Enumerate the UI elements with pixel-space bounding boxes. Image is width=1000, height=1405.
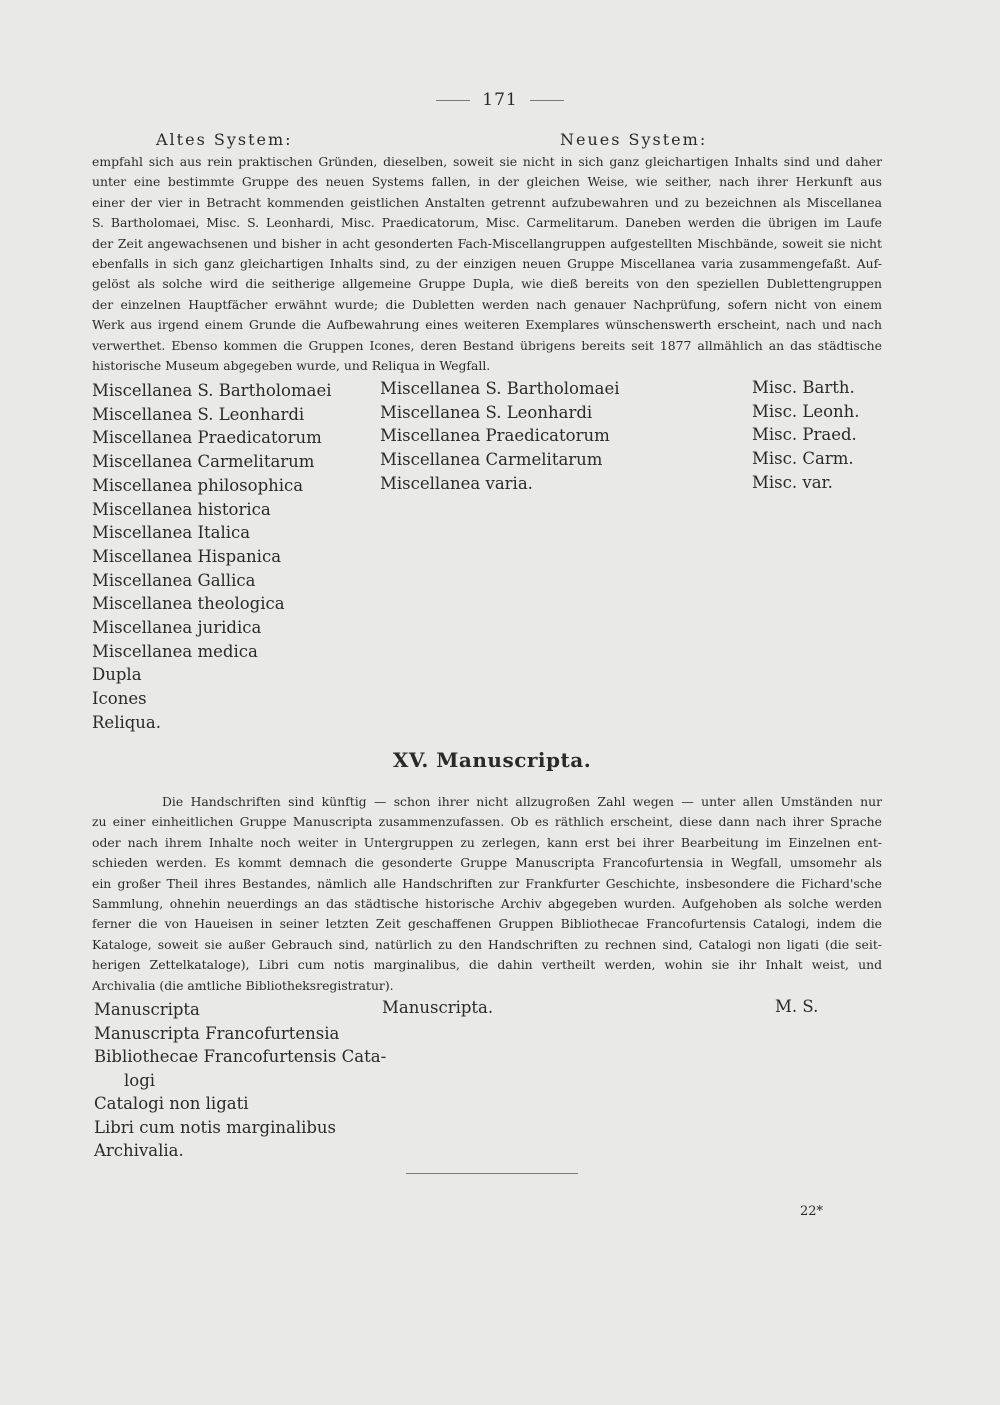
list-item: Miscellanea S. Bartholomaei (92, 381, 332, 400)
paragraph-line: herigen Zettelkataloge), Libri cum notis marginalibus, die dahin vertheilt werden, wohin sie ihr Inhalt weist, und (92, 957, 882, 973)
list-item: Miscellanea historica (92, 499, 271, 519)
old-system-list-2 (94, 998, 386, 1163)
paragraph-miscellanea (92, 152, 882, 376)
paragraph-line: der Zeit angewachsenen und bisher in acht gesonderten Fach-Miscellangruppen aufgestellten Mischbände, soweit sie nicht (92, 235, 882, 251)
list-item: Miscellanea Praedicatorum (92, 428, 322, 448)
old-system-list-1 (92, 379, 332, 735)
paragraph-line: Werk aus irgend einem Grunde die Aufbewahrung eines weiteren Exemplares wünschenswerth erscheint, nach und nach (92, 317, 882, 333)
paragraph-line: einer der vier in Betracht kommenden geistlichen Anstalten getrennt aufzubewahren und zu bezeichnen als Miscellanea (92, 194, 882, 210)
paragraph-line: der einzelnen Hauptfächer erwähnt wurde; die Dubletten werden nach genauer Nachprüfung, sofern nicht von einem (92, 296, 882, 312)
header-old-system: Altes System: (156, 130, 293, 149)
new-system-list-1 (380, 377, 620, 496)
list-item: logi (124, 1070, 156, 1090)
list-item: Miscellanea juridica (92, 618, 262, 638)
paragraph-line: ein großer Theil ihres Bestandes, nämlich alle Handschriften zur Frankfurter Geschichte, insbesondere die Fichard'sche (92, 875, 882, 891)
abbreviation-list-1 (752, 376, 860, 495)
page-number-text: 171 (482, 90, 518, 110)
paragraph-line: verwerthet. Ebenso kommen die Gruppen Icones, deren Bestand übrigens bereits seit 1877 allmählich an das städtische (92, 337, 882, 353)
paragraph-line: empfahl sich aus rein praktischen Gründen, dieselben, soweit sie nicht in sich ganz gleichartigen Inhalts sind und daher (92, 154, 882, 169)
list-item: Misc. Carm. (752, 449, 854, 469)
list-item: Miscellanea varia. (380, 473, 533, 493)
list-item: Miscellanea Hispanica (92, 546, 282, 566)
paragraph-line: S. Bartholomaei, Misc. S. Leonhardi, Misc. Praedicatorum, Misc. Carmelitarum. Daneben werden die übrigen im Laufe (92, 215, 882, 231)
paragraph-line: oder nach ihrem Inhalte noch weiter in Untergruppen zu zerlegen, kann erst bei ihrer Bearbeitung im Einzelnen ent- (92, 834, 882, 850)
list-item: M. S. (775, 997, 819, 1016)
list-item: Manuscripta Francofurtensia (94, 1023, 340, 1043)
section-title: XV. Manuscripta. (392, 748, 592, 772)
paragraph-line: unter eine bestimmte Gruppe des neuen Systems fallen, in der gleichen Weise, wie seither, nach ihrer Herkunft aus (92, 174, 882, 190)
list-item: Miscellanea Carmelitarum (92, 452, 315, 472)
paragraph-line: zu einer einheitlichen Gruppe Manuscripta zusammenzufassen. Ob es räthlich erscheint, diese dann nach ihrer Sprache (92, 814, 882, 830)
abbreviation-list-2 (775, 995, 818, 1019)
paragraph-line: gelöst als solche wird die seitherige allgemeine Gruppe Dupla, wie dieß bereits von den speziellen Dublettengruppen (92, 276, 882, 292)
list-item: Misc. Praed. (752, 425, 857, 445)
page-number (0, 90, 1000, 110)
list-item: Manuscripta. (382, 998, 494, 1017)
list-item: Miscellanea Gallica (92, 570, 256, 590)
list-item: Dupla (92, 665, 142, 685)
list-item: Archivalia. (94, 1141, 184, 1160)
list-item: Miscellanea Praedicatorum (380, 426, 610, 446)
list-item: Reliqua. (92, 712, 162, 732)
list-item: Catalogi non ligati (94, 1094, 249, 1113)
paragraph-line: schieden werden. Es kommt demnach die gesonderte Gruppe Manuscripta Francofurtensia in Wegfall, umsomehr als (92, 855, 882, 871)
page-number-dash-right (530, 100, 564, 101)
list-item: Miscellanea philosophica (92, 475, 304, 495)
list-item: Libri cum notis marginalibus (94, 1117, 337, 1137)
page-number-dash-left (436, 100, 470, 101)
closing-rule (406, 1173, 578, 1174)
sheet-signature: 22* (800, 1204, 824, 1219)
list-item: Misc. Leonh. (752, 401, 860, 421)
list-item: Miscellanea S. Bartholomaei (380, 379, 620, 398)
list-item: Miscellanea S. Leonhardi (380, 402, 593, 422)
list-item: Miscellanea medica (92, 641, 258, 661)
list-item: Miscellanea Italica (92, 523, 251, 543)
list-item: Miscellanea theologica (92, 594, 285, 614)
new-system-list-2 (382, 996, 493, 1020)
paragraph-line: Sammlung, ohnehin neuerdings an das städtische historische Archiv abgegeben wurden. Aufgehoben als solche werden (92, 896, 882, 912)
paragraph-line: ferner die von Haueisen in seiner letzten Zeit geschaffenen Gruppen Bibliothecae Francofurtensis Catalogi, indem die (92, 916, 882, 932)
paragraph-line: Die Handschriften sind künftig — schon ihrer nicht allzugroßen Zahl wegen — unter allen Umständen nur (162, 794, 882, 809)
list-item: Misc. Barth. (752, 378, 855, 397)
paragraph-line: Archivalia (die amtliche Bibliotheksregistratur). (92, 977, 394, 993)
list-item: Icones (92, 689, 147, 709)
paragraph-line: Kataloge, soweit sie außer Gebrauch sind, natürlich zu den Handschriften zu rechnen sind, Catalogi non ligati (die seit- (92, 936, 882, 952)
list-item: Misc. var. (752, 472, 833, 492)
list-item: Manuscripta (94, 1000, 200, 1019)
header-new-system: Neues System: (560, 130, 708, 149)
paragraph-manuscripta (92, 792, 882, 996)
list-item: Miscellanea S. Leonhardi (92, 404, 305, 424)
list-item: Miscellanea Carmelitarum (380, 450, 603, 470)
paragraph-line: historische Museum abgegeben wurde, und Reliqua in Wegfall. (92, 358, 491, 374)
list-item: Bibliothecae Francofurtensis Cata- (94, 1047, 387, 1066)
paragraph-line: ebenfalls in sich ganz gleichartigen Inhalts sind, zu der einzigen neuen Gruppe Miscellanea varia zusammengefaßt. Auf- (92, 256, 882, 272)
